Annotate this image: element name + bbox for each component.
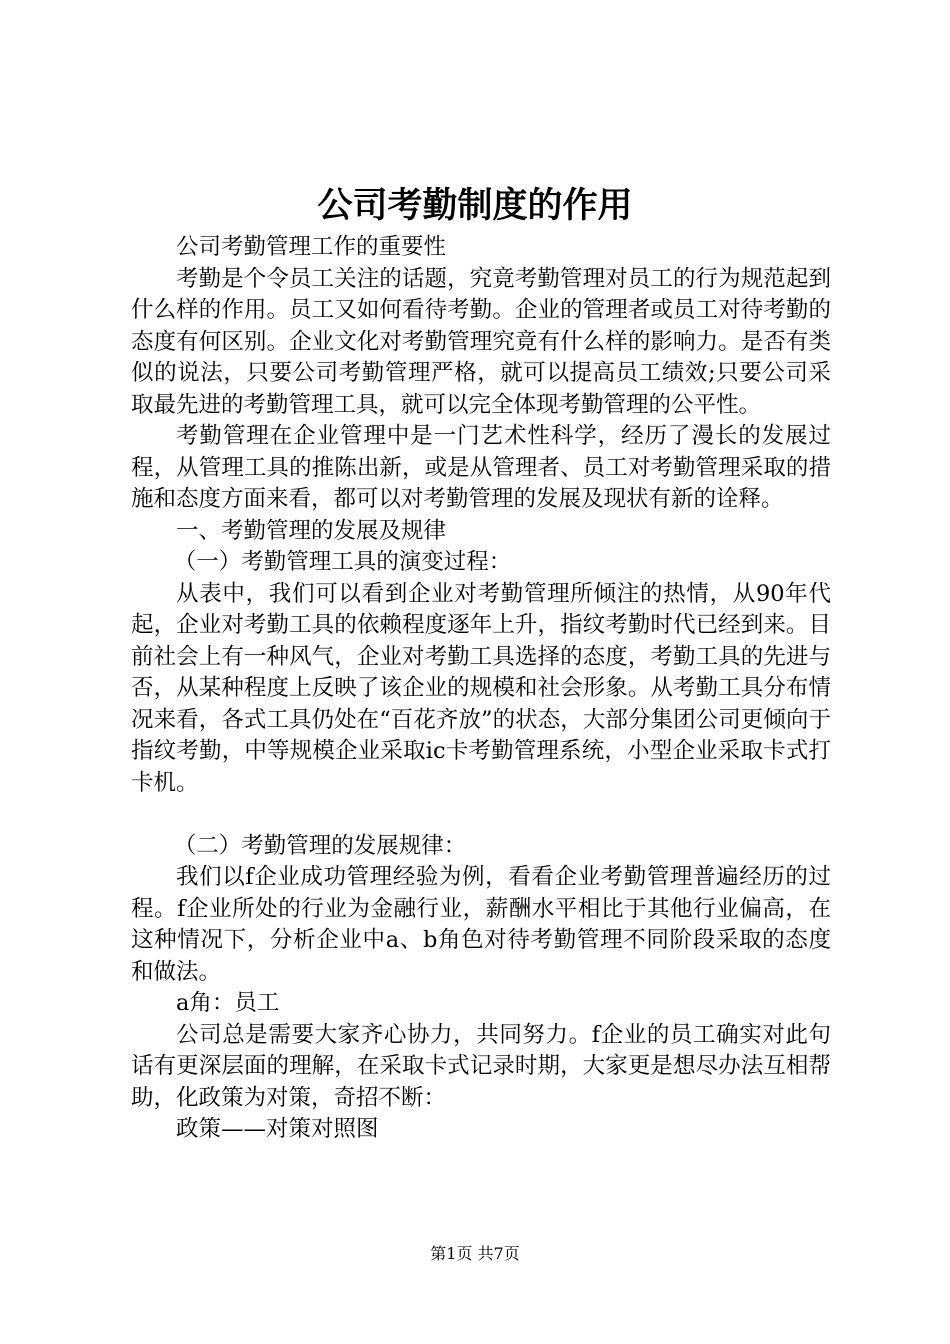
paragraph-intro: 考勤是个令员工关注的话题，究竟考勤管理对员工的行为规范起到什么样的作用。员工又如何看待考勤。企业的管理者或员工对待考勤的态度有何区别。企业文化对考勤管理究竟有什么样的影响力。是否有类似的说法，只要公司考勤管理严格，就可以提高员工绩效;只要公司采取最先进的考勤管理工具，就可以完全体现考勤管理的公平性。 — [131, 265, 831, 418]
section-heading-1: 一、考勤管理的发展及规律 — [176, 517, 447, 544]
paragraph-spacer — [131, 799, 831, 831]
paragraph-art-science: 考勤管理在企业管理中是一门艺术性科学，经历了漫长的发展过程，从管理工具的推陈出新，或是从管理者、员工对考勤管理采取的措施和态度方面来看，都可以对考勤管理的发展及现状有新的诠释。 — [131, 423, 831, 512]
page-number-footer: 第1页 共7页 — [430, 1244, 520, 1263]
paragraph-role-a: 公司总是需要大家齐心协力，共同努力。f企业的员工确实对此句话有更深层面的理解，在采取卡式记录时期，大家更是想尽办法互相帮助，化政策为对策，奇招不断： — [131, 1021, 831, 1111]
subsection-heading-1: （一）考勤管理工具的演变过程： — [173, 549, 512, 575]
role-a-heading: a角：员工 — [176, 990, 280, 1016]
subsection-heading-2: （二）考勤管理的发展规律： — [173, 832, 467, 859]
document-title: 公司考勤制度的作用 — [317, 186, 633, 226]
paragraph-tools: 从表中，我们可以看到企业对考勤管理所倾注的热情，从90年代起，企业对考勤工具的依赖程度逐年上升，指纹考勤时代已经到来。目前社会上有一种风气，企业对考勤工具选择的态度，考勤工具的先进与否，从某种程度上反映了该企业的规模和社会形象。从考勤工具分布情况来看，各式工具仍处在“百花齐放”的状态，大部分集团公司更倾向于指纹考勤，中等规模企业采取ic卡考勤管理系统，小型企业采取卡式打卡机。 — [131, 580, 831, 796]
paragraph-f-company: 我们以f企业成功管理经验为例，看看企业考勤管理普遍经历的过程。f企业所处的行业为金融行业，薪酬水平相比于其他行业偏高，在这种情况下，分析企业中a、b角色对待考勤管理不同阶段采取的态度和做法。 — [131, 864, 831, 985]
figure-caption: 政策——对策对照图 — [176, 1116, 379, 1142]
paragraph-subtitle: 公司考勤管理工作的重要性 — [176, 234, 447, 260]
document-body — [131, 232, 831, 1146]
